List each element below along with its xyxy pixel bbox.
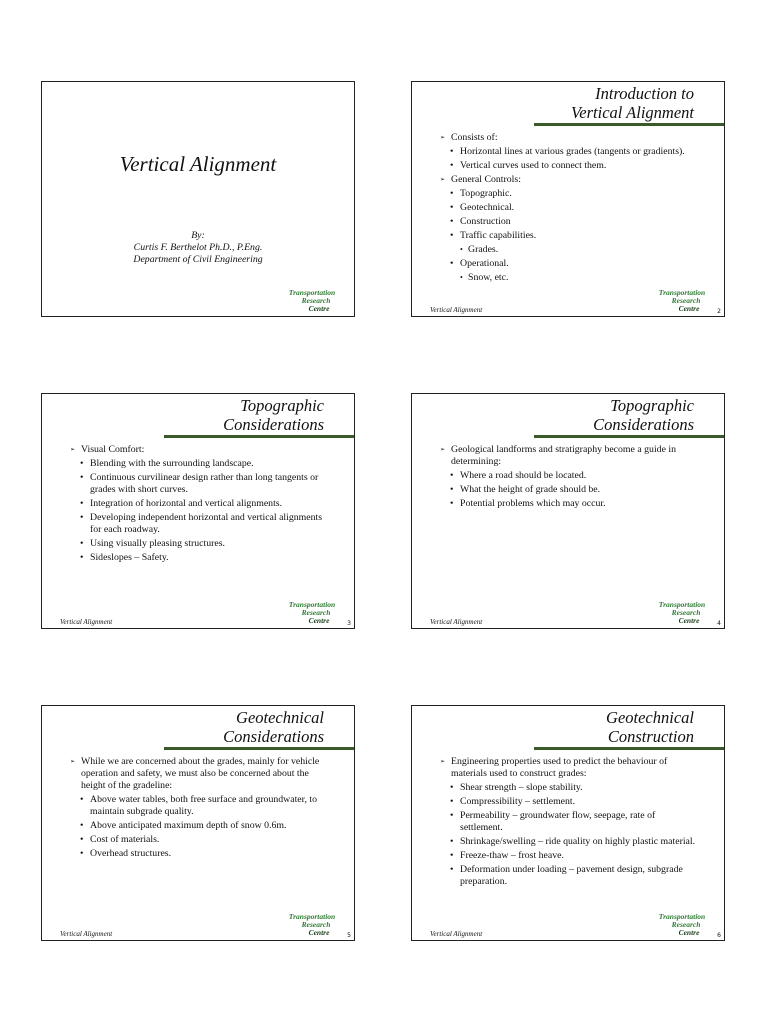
trc-logo xyxy=(280,601,344,625)
sub-bullet: • Compressibility – settlement. xyxy=(450,796,700,808)
slide-title-line-1: Introduction to xyxy=(595,84,694,103)
slide-body xyxy=(70,444,330,566)
slide-title-line-2: Vertical Alignment xyxy=(571,103,694,122)
page-number: 4 xyxy=(717,620,721,627)
slide-title-line-1: Geotechnical xyxy=(606,708,694,727)
logo-line-3: Centre xyxy=(678,304,700,313)
logo-line-3: Centre xyxy=(308,304,330,313)
sub-bullet: • Topographic. xyxy=(450,188,700,200)
slide-6 xyxy=(411,705,725,941)
sub-bullet: • Freeze-thaw – frost heave. xyxy=(450,850,700,862)
slide-body xyxy=(440,444,700,512)
slide-footer: Vertical Alignment xyxy=(430,306,483,314)
cover-author: Curtis F. Berthelot Ph.D., P.Eng. xyxy=(133,242,263,253)
trc-logo xyxy=(650,289,714,313)
sub-bullet: • Continuous curvilinear design rather than long tangents or grades with short curves. xyxy=(80,472,330,496)
slide-footer: Vertical Alignment xyxy=(430,930,483,938)
sub-bullet: • Shrinkage/swelling – ride quality on highly plastic material. xyxy=(450,836,700,848)
page-number: 5 xyxy=(347,932,351,939)
sub-bullet: • Operational. xyxy=(450,258,700,270)
cover-by-label: By: xyxy=(191,230,205,241)
sub-bullet: • Traffic capabilities. xyxy=(450,230,700,242)
bullet: ➢ Consists of: xyxy=(440,132,700,144)
trc-logo xyxy=(650,913,714,937)
logo-line-3: Centre xyxy=(678,616,700,625)
logo-line-3: Centre xyxy=(678,928,700,937)
sub-bullet: • Potential problems which may occur. xyxy=(450,498,700,510)
slide-1 xyxy=(41,81,355,317)
slide-2 xyxy=(411,81,725,317)
sub-bullet: • Overhead structures. xyxy=(80,848,330,860)
slide-4 xyxy=(411,393,725,629)
slide-title xyxy=(593,396,694,434)
logo-line-2: Research xyxy=(671,920,701,929)
sub-bullet: • Developing independent horizontal and vertical alignments for each roadway. xyxy=(80,512,330,536)
logo-line-1: Transportation xyxy=(658,600,706,609)
cover-title: Vertical Alignment xyxy=(119,152,277,176)
slide-body xyxy=(70,756,330,862)
slide-title xyxy=(606,708,694,746)
slide-title xyxy=(571,84,694,122)
title-rule xyxy=(534,435,724,438)
slide-body xyxy=(440,756,700,890)
sub-bullet: • What the height of grade should be. xyxy=(450,484,700,496)
slide-title-line-1: Geotechnical xyxy=(236,708,324,727)
sub-bullet: • Shear strength – slope stability. xyxy=(450,782,700,794)
sub-bullet: • Sideslopes – Safety. xyxy=(80,552,330,564)
slide-title-line-2: Considerations xyxy=(223,415,324,434)
sub-bullet: • Using visually pleasing structures. xyxy=(80,538,330,550)
slide-5 xyxy=(41,705,355,941)
sub-bullet: • Above anticipated maximum depth of snow 0.6m. xyxy=(80,820,330,832)
cover-author-block xyxy=(42,230,354,266)
slide-3 xyxy=(41,393,355,629)
bullet: ➢ Engineering properties used to predict the behaviour of materials used to construct grades: xyxy=(440,756,700,780)
logo-line-1: Transportation xyxy=(658,912,706,921)
sub-sub-bullet: • Snow, etc. xyxy=(460,272,700,284)
logo-line-2: Research xyxy=(671,296,701,305)
title-rule xyxy=(164,435,354,438)
slide-title xyxy=(223,396,324,434)
logo-line-2: Research xyxy=(301,920,331,929)
sub-bullet: • Above water tables, both free surface and groundwater, to maintain subgrade quality. xyxy=(80,794,330,818)
slide-footer: Vertical Alignment xyxy=(430,618,483,626)
sub-bullet: • Deformation under loading – pavement design, subgrade preparation. xyxy=(450,864,700,888)
page-number: 6 xyxy=(717,932,721,939)
sub-bullet: • Where a road should be located. xyxy=(450,470,700,482)
slide-title-line-2: Considerations xyxy=(223,727,324,746)
bullet: ➢ Geological landforms and stratigraphy become a guide in determining: xyxy=(440,444,700,468)
slide-title-line-2: Considerations xyxy=(593,415,694,434)
title-rule xyxy=(164,747,354,750)
slide-body xyxy=(440,132,700,286)
logo-line-2: Research xyxy=(671,608,701,617)
sub-bullet: • Integration of horizontal and vertical alignments. xyxy=(80,498,330,510)
slide-footer: Vertical Alignment xyxy=(60,618,113,626)
logo-line-1: Transportation xyxy=(288,912,336,921)
title-rule xyxy=(534,123,724,126)
page-number: 3 xyxy=(347,620,351,627)
sub-bullet: • Horizontal lines at various grades (tangents or gradients). xyxy=(450,146,700,158)
logo-line-3: Centre xyxy=(308,928,330,937)
logo-line-2: Research xyxy=(301,296,331,305)
trc-logo xyxy=(650,601,714,625)
title-rule xyxy=(534,747,724,750)
sub-bullet: • Blending with the surrounding landscape. xyxy=(80,458,330,470)
slide-title xyxy=(223,708,324,746)
logo-line-1: Transportation xyxy=(288,288,336,297)
bullet: ➢ General Controls: xyxy=(440,174,700,186)
sub-sub-bullet: • Grades. xyxy=(460,244,700,256)
sub-bullet: • Cost of materials. xyxy=(80,834,330,846)
trc-logo xyxy=(280,289,344,313)
bullet: ➢ Visual Comfort: xyxy=(70,444,330,456)
slide-title-line-2: Construction xyxy=(607,727,694,746)
slide-footer: Vertical Alignment xyxy=(60,930,113,938)
page-number: 2 xyxy=(717,308,721,315)
logo-line-2: Research xyxy=(301,608,331,617)
sub-bullet: • Construction xyxy=(450,216,700,228)
logo-line-1: Transportation xyxy=(658,288,706,297)
trc-logo xyxy=(280,913,344,937)
sub-bullet: • Geotechnical. xyxy=(450,202,700,214)
sub-bullet: • Vertical curves used to connect them. xyxy=(450,160,700,172)
sub-bullet: • Permeability – groundwater flow, seepage, rate of settlement. xyxy=(450,810,700,834)
bullet: ➢ While we are concerned about the grades, mainly for vehicle operation and safety, we must also be concerned about the height of the gradeline: xyxy=(70,756,330,792)
slide-title-line-1: Topographic xyxy=(610,396,694,415)
cover-department: Department of Civil Engineering xyxy=(133,254,263,265)
logo-line-1: Transportation xyxy=(288,600,336,609)
slide-title-line-1: Topographic xyxy=(240,396,324,415)
logo-line-3: Centre xyxy=(308,616,330,625)
